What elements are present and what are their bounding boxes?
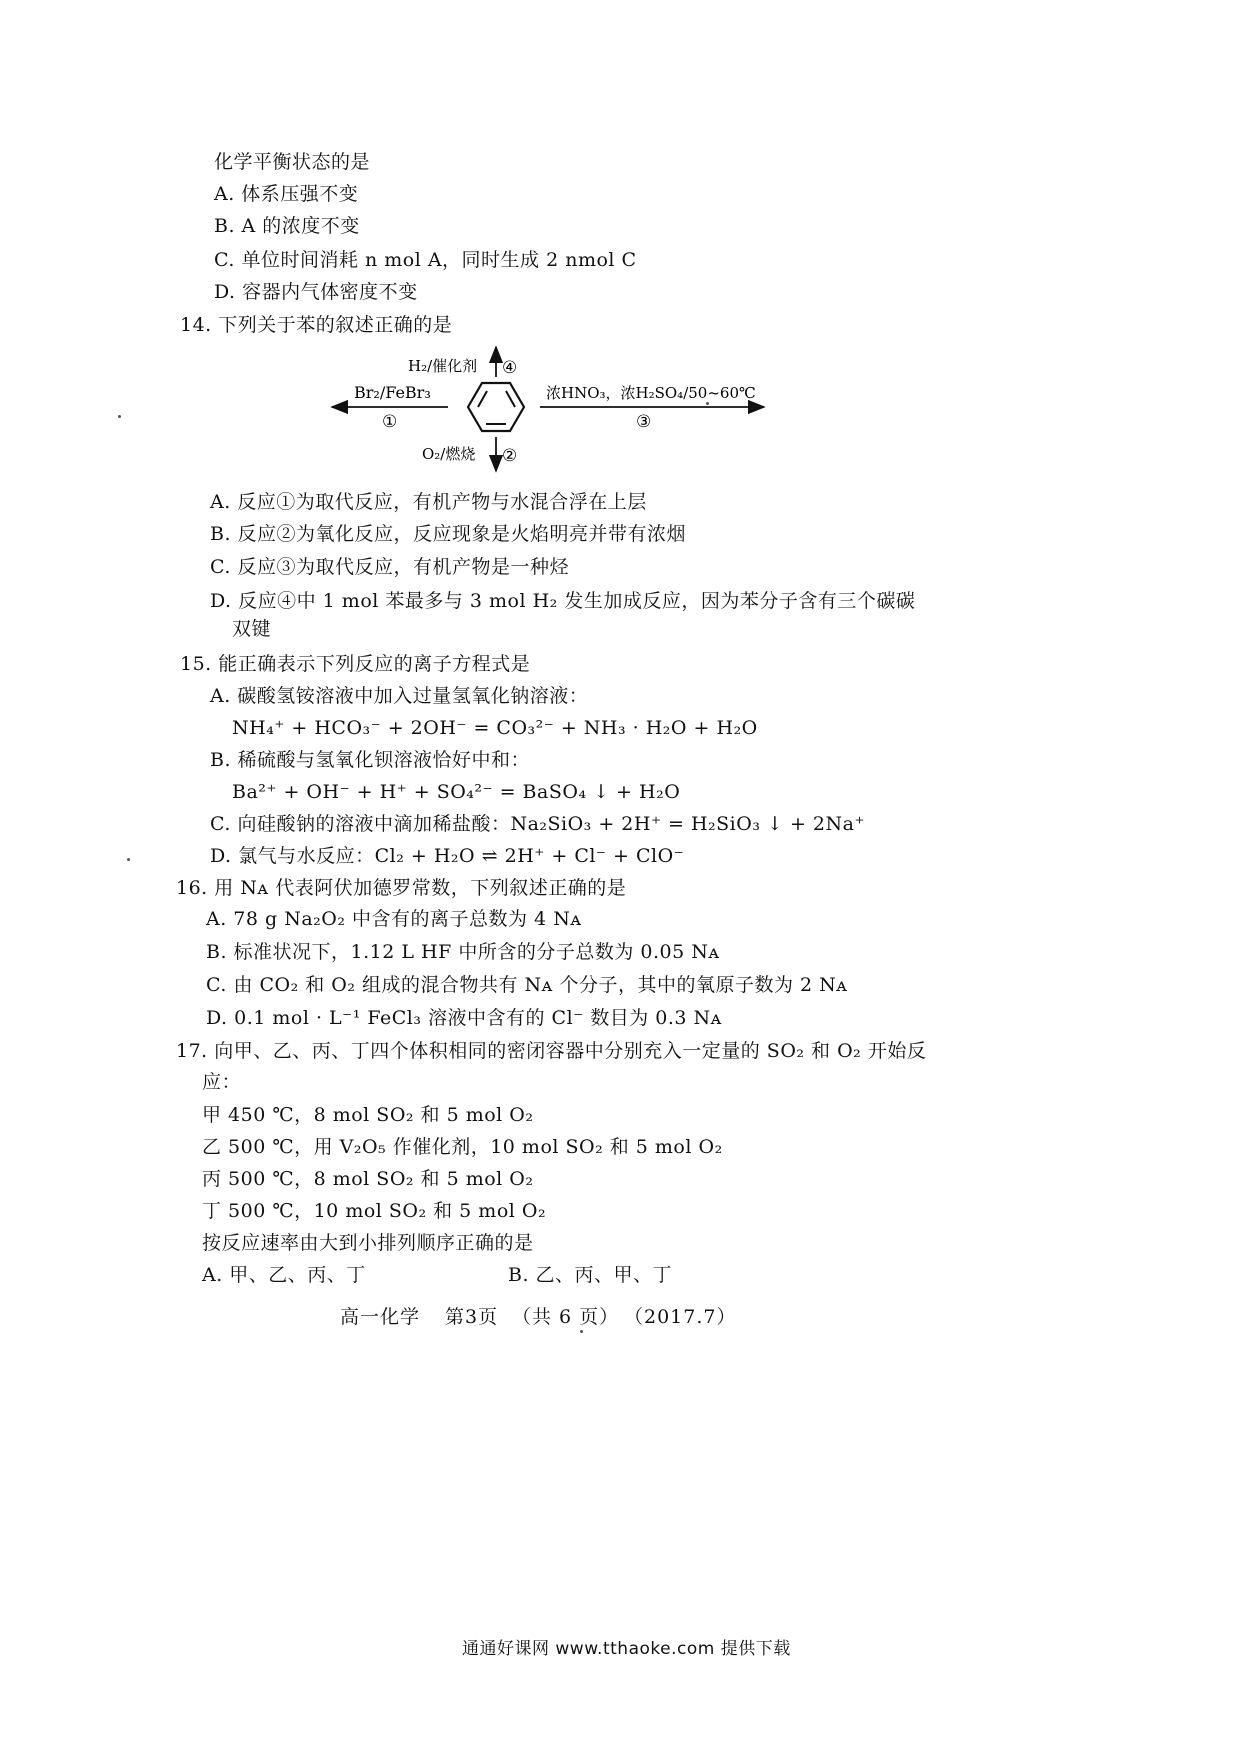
q17-item-yi: 乙 500 ℃，用 V₂O₅ 作催化剂，10 mol SO₂ 和 5 mol O₂ [202,1136,723,1158]
source-line: 通通好课网 www.tthaoke.com 提供下载 [462,1639,791,1659]
footer-page: 第3页 [445,1306,499,1328]
scan-speck [706,402,709,405]
q13-option-d: D. 容器内气体密度不变 [214,281,418,303]
q16-option-d: D. 0.1 mol · L⁻¹ FeCl₃ 溶液中含有的 Cl⁻ 数目为 0.3 Nᴀ [206,1007,722,1029]
down-number: ② [502,446,518,466]
q15-option-c: C. 向硅酸钠的溶液中滴加稀盐酸：Na₂SiO₃ + 2H⁺ = H₂SiO₃ ↓ + 2Na⁺ [210,813,865,835]
q17-stem-cont: 应： [202,1071,242,1093]
up-label: H₂/催化剂 [408,357,478,375]
q17-item-ding: 丁 500 ℃，10 mol SO₂ 和 5 mol O₂ [202,1200,547,1222]
q13-option-c: C. 单位时间消耗 n mol A，同时生成 2 nmol C [214,249,637,271]
q13-option-b: B. A 的浓度不变 [214,215,360,237]
down-label: O₂/燃烧 [422,445,476,463]
q16-option-b: B. 标准状况下，1.12 L HF 中所含的分子总数为 0.05 Nᴀ [206,941,720,963]
q15-option-a-equation: NH₄⁺ + HCO₃⁻ + 2OH⁻ = CO₃²⁻ + NH₃ · H₂O + H₂O [232,717,758,739]
q14-stem: 14. 下列关于苯的叙述正确的是 [180,314,453,336]
scan-speck [580,1330,583,1333]
q15-option-b: B. 稀硫酸与氢氧化钡溶液恰好中和： [210,749,531,771]
q17-stem: 17. 向甲、乙、丙、丁四个体积相同的密闭容器中分别充入一定量的 SO₂ 和 O₂ 开始反 [176,1040,927,1062]
q14-option-c: C. 反应③为取代反应，有机产物是一种烃 [210,556,569,578]
right-number: ③ [636,412,652,432]
left-label: Br₂/FeBr₃ [354,383,431,402]
q13-stem-tail: 化学平衡状态的是 [214,151,371,173]
footer-date: （2017.7） [624,1306,737,1328]
q17-option-b: B. 乙、丙、甲、丁 [508,1264,673,1286]
q16-option-c: C. 由 CO₂ 和 O₂ 组成的混合物共有 Nᴀ 个分子，其中的氧原子数为 2 Nᴀ [206,974,848,996]
q15-option-b-equation: Ba²⁺ + OH⁻ + H⁺ + SO₄²⁻ = BaSO₄ ↓ + H₂O [232,781,681,803]
q13-option-a: A. 体系压强不变 [214,183,359,205]
q17-item-jia: 甲 450 ℃，8 mol SO₂ 和 5 mol O₂ [202,1104,534,1126]
q16-stem: 16. 用 Nᴀ 代表阿伏加德罗常数，下列叙述正确的是 [176,877,627,899]
q14-option-d: D. 反应④中 1 mol 苯最多与 3 mol H₂ 发生加成反应，因为苯分子含有三个碳碳 [210,590,916,612]
q14-option-b: B. 反应②为氧化反应，反应现象是火焰明亮并带有浓烟 [210,523,687,545]
scan-speck [127,858,130,861]
scan-speck [118,415,121,418]
benzene-reaction-diagram [320,345,780,473]
footer-total: （共 6 页） [512,1306,620,1328]
benzene-ring-icon [468,383,524,431]
up-number: ④ [502,358,518,378]
q17-item-bing: 丙 500 ℃，8 mol SO₂ 和 5 mol O₂ [202,1168,534,1190]
q15-stem: 15. 能正确表示下列反应的离子方程式是 [180,653,531,675]
left-number: ① [382,412,398,432]
q14-option-d-cont: 双键 [232,618,272,640]
q15-option-d: D. 氯气与水反应：Cl₂ + H₂O ⇌ 2H⁺ + Cl⁻ + ClO⁻ [210,845,685,867]
right-label: 浓HNO₃，浓H₂SO₄/50~60℃ [546,384,756,402]
footer-subject: 高一化学 [340,1306,421,1328]
q14-option-a: A. 反应①为取代反应，有机产物与水混合浮在上层 [210,491,647,513]
q17-ask: 按反应速率由大到小排列顺序正确的是 [202,1232,534,1254]
q16-option-a: A. 78 g Na₂O₂ 中含有的离子总数为 4 Nᴀ [206,908,582,930]
q15-option-a: A. 碳酸氢铵溶液中加入过量氢氧化钠溶液： [210,685,589,707]
q17-option-a: A. 甲、乙、丙、丁 [202,1264,366,1286]
